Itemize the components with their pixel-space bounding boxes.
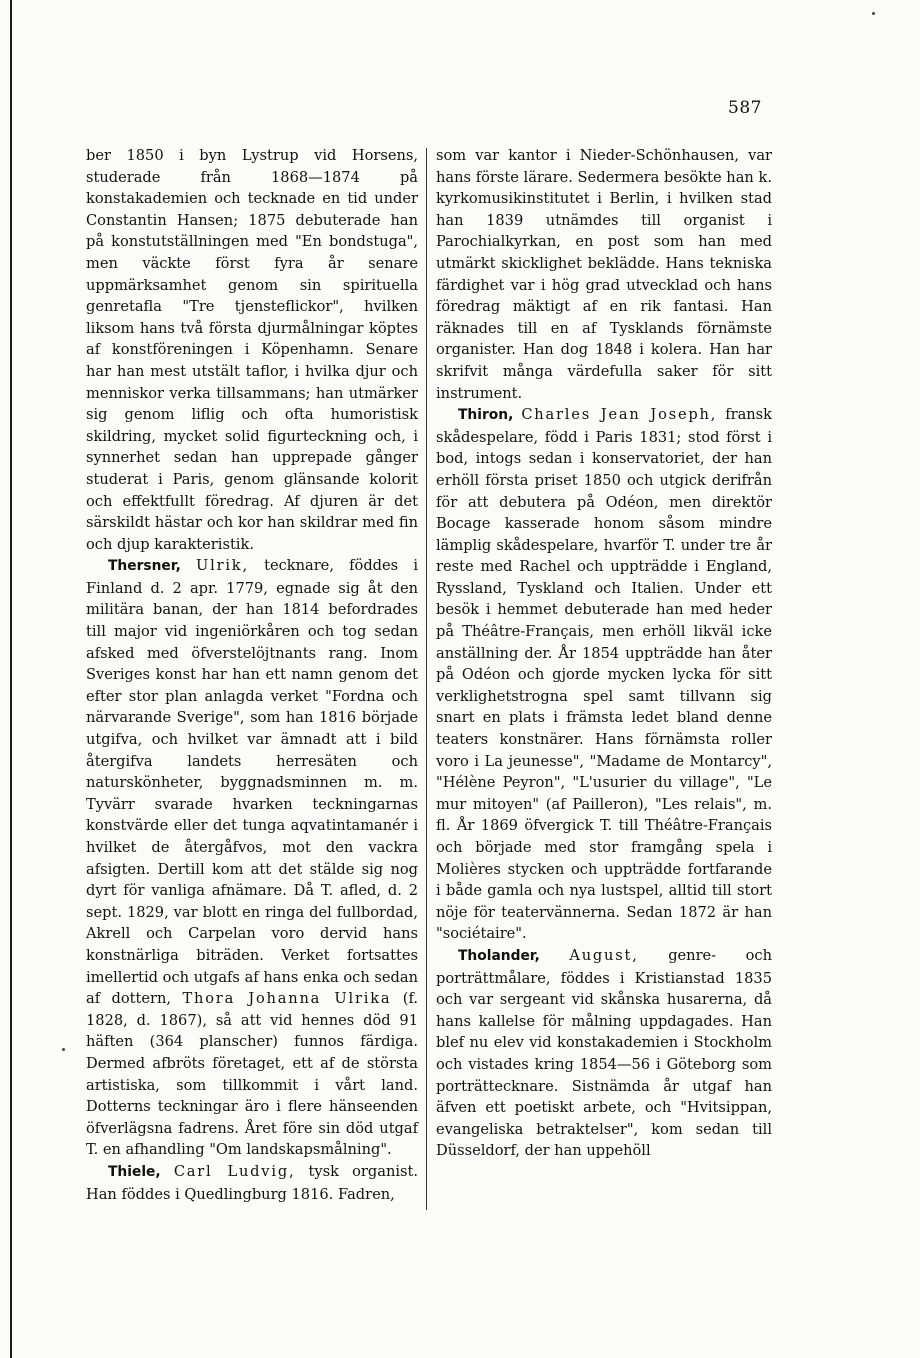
entry-body: fransk skådespelare, född i Paris 1831; stod först i bod, intogs sedan i konservatoriet, der han erhöll första priset 1850 och utgick derifrån för att debutera på Odéon, men direktör Bocage kasserade honom såsom mindre lämplig skådespelare, hvarför T. under tre år reste med Rachel och uppträdde i England, Ryssland, Tyskland och Italien. Under ett besök i hemmet debuterade han med heder på Théâtre-Français, men erhöll likväl icke anställning der. År 1854 uppträdde han åter på Odéon och gjorde mycken lycka för sitt verklighetstrogna spel samt tillvann sig snart en plats i främsta ledet bland denne teaters konstnärer. Hans förnämsta roller voro i La jeunesse", "Madame de Montarcy", "Hélène Peyron", "L'usurier du village", "Le mur mitoyen" (af Pailleron), "Les relais", m. fl. År 1869 öfvergick T. till Théâtre-Français och började med stor framgång spela i Molières stycken och uppträdde fortfarande i både gamla och nya lustspel, alltid till stort nöje för teatervännerna. Sedan 1872 är han "sociétaire". (436, 406, 773, 943)
column-divider (426, 148, 427, 1210)
entry-given-name: August, (569, 946, 639, 964)
entry-thersner (86, 555, 418, 1161)
entry-tholander (436, 945, 772, 1162)
entry-given-name: Ulrik, (196, 557, 249, 575)
scan-speck (872, 12, 875, 15)
entry-daughter-name: Thora Johanna Ulrika (182, 990, 392, 1008)
entry-headword: Thiele, (108, 1163, 161, 1180)
right-column (436, 145, 772, 1162)
entry-headword: Tholander, (458, 947, 540, 964)
page-edge-border (10, 0, 12, 1358)
entry-thiron (436, 404, 772, 945)
entry-given-name: Charles Jean Joseph, (521, 406, 718, 424)
entry-body-cont: (f. 1828, d. 1867), så att vid hennes död 91 häften (364 planscher) funnos färdiga. Dermed afbröts företaget, ett af de största artistiska, som tillkommit i vårt land. Dotterns teckningar äro i flere hänseenden öfverlägsna fadrens. Året före sin död utgaf T. en afhandling "Om landskapsmålning". (86, 990, 418, 1159)
entry-thiele-cont-text: som var kantor i Nieder-Schönhausen, var hans förste lärare. Sedermera besökte han k. kyrkomusikinstitutet i Berlin, i hvilken stad han 1839 utnämdes till organist i Parochialkyrkan, en post som han med utmärkt skicklighet beklädde. Hans tekniska färdighet var i hög grad utvecklad och hans föredrag mäktigt af en rik fantasi. Han räknades till en af Tysklands förnämste organister. Han dog 1848 i kolera. Han har skrifvit många värdefulla saker för sitt instrument. (436, 147, 772, 402)
page-number: 587 (728, 98, 762, 118)
entry-body: tecknare, föddes i Finland d. 2 apr. 1779, egnade sig åt den militära banan, der han 1814 befordrades till major vid ingeniörkåren och tog sedan afsked med öfverstelöjtnants rang. Inom Sveriges konst har han ett namn genom det efter stor plan anlagda verket "Fordna och närvarande Sverige", som han 1816 började utgifva, och hvilket var ämnadt att i bild återgifva landets herresäten och naturskönheter, byggnadsminnen m. m. Tyvärr svarade hvarken teckningarnas konstvärde eller det tunga aqvatintamanér i hvilket de återgåfvos, mot den vackra afsigten. Dertill kom att det stälde sig nog dyrt för vanliga afnämare. Då T. afled, d. 2 sept. 1829, var blott en ringa del fullbordad, Akrell och Carpelan voro dervid hans konstnärliga biträden. Verket fortsattes imellertid och utgafs af hans enka och sedan af dottern, (86, 557, 418, 1008)
entry-continuation (86, 145, 418, 555)
entry-headword: Thiron, (458, 407, 514, 424)
entry-intro-text: ber 1850 i byn Lystrup vid Horsens, studerade från 1868—1874 på konstakademien och tecknade en tid under Constantin Hansen; 1875 debuterade han på konstutställningen med "En bondstuga", men väckte först fyra år senare uppmärksamhet genom sin spirituella genretafla "Tre tjensteflickor", hvilken liksom hans två första djurmålningar köptes af konstföreningen i Köpenhamn. Senare har han mest utstält taflor, i hvilka djur och menniskor verka tillsammans; han utmärker sig genom liflig och ofta humoristisk skildring, mycket solid figurteckning och, i synnerhet sedan han upprepade gånger studerat i Paris, genom glänsande kolorit och effektfullt föredrag. Af djuren är det särskildt hästar och kor han skildrar med fin och djup karakteristik. (86, 147, 418, 553)
entry-thiele (86, 1161, 418, 1205)
entry-continuation (436, 145, 772, 404)
entry-body: genre- och porträttmålare, föddes i Kristianstad 1835 och var sergeant vid skånska husarerna, då hans kallelse för målning uppdagades. Han blef nu elev vid konstakademien i Stockholm och vistades kring 1854—56 i Göteborg som porträttecknare. Sistnämda år utgaf han äfven ett poetiskt arbete, och "Hvitsippan, evangeliska betraktelser", kom sedan till Düsseldorf, der han uppehöll (436, 946, 773, 1160)
entry-headword: Thersner, (108, 558, 181, 575)
entry-body: tysk organist. Han föddes i Quedlingburg 1816. Fadren, (86, 1162, 419, 1203)
scan-speck (62, 1048, 65, 1051)
left-column (86, 145, 418, 1205)
entry-given-name: Carl Ludvig, (173, 1162, 296, 1180)
